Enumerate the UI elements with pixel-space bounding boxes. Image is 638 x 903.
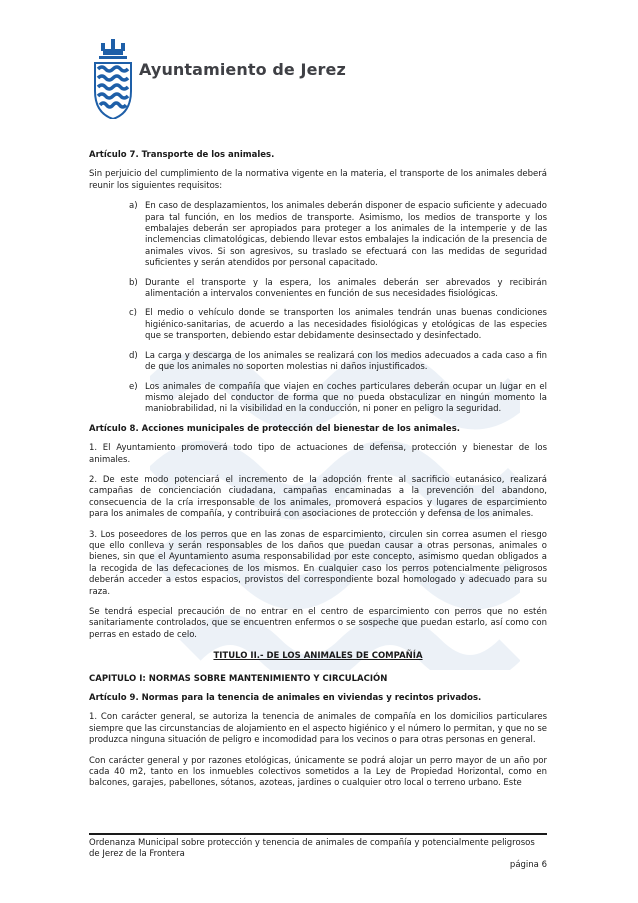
article-9-title: Artículo 9. Normas para la tenencia de animales en viviendas y recintos privados. <box>89 693 482 704</box>
brand-name: Ayuntamiento de Jerez <box>139 60 346 79</box>
article-7-title: Artículo 7. Transporte de los animales. <box>89 150 275 160</box>
list-item-text: Los animales de compañía que viajen en coches particulares deberán ocupar un lugar en el mismo alejado del conductor de forma que no pueda obstaculizar en ningún momento la maniobrabilidad, ni la visibilidad en la conducción, ni poner en peligro la seguridad. <box>145 381 547 415</box>
list-item <box>89 382 547 416</box>
list-item <box>89 201 547 269</box>
document-body <box>89 150 547 799</box>
article-8-paragraph-4: Se tendrá especial precaución de no entrar en el centro de esparcimiento con perros que no estén sanitariamente controlados, que se encuentren enfermos o se sospeche que puedan estarlo, así como con perras en estado de celo. <box>89 607 547 640</box>
list-item <box>89 278 547 301</box>
article-8-title: Artículo 8. Acciones municipales de protección del bienestar de los animales. <box>89 423 460 434</box>
article-8-paragraph-3: 3. Los poseedores de los perros que en las zonas de esparcimiento, circulen sin correa asumen el riesgo que ello conlleva y serán responsables de los daños que puedan causar a otras personas, animales o bienes, sin que el Ayuntamiento asuma responsabilidad por este concepto, asimismo quedan obligados a la recogida de las defecaciones de los mismos. En cualquier caso los perros potencialmente peligrosos deberán acceder a estos espacios, provistos del correspondiente bozal homologado y adecuado para su raza. <box>89 529 547 597</box>
list-item-text: En caso de desplazamientos, los animales deberán disponer de espacio suficiente y adecuado para tal función, en los medios de transporte. Asimismo, los medios de transporte y los embalajes deberán ser apropiados para proteger a los animales de la intemperie y de las inclemencias climatológicas, debiendo llevar estos embalajes la indicación de la presencia de animales vivos. Si son agresivos, su traslado se efectuará con las medidas de seguridad suficientes y serán atendidos por personal capacitado. <box>145 201 547 269</box>
page-number: página 6 <box>509 860 547 870</box>
article-7-requirements-list <box>89 201 547 416</box>
article-8-paragraph-1: 1. El Ayuntamiento promoverá todo tipo de actuaciones de defensa, protección y bienestar de los animales. <box>89 443 547 465</box>
footer-line-2: de Jerez de la Frontera <box>89 849 185 860</box>
list-marker: d) <box>129 350 138 361</box>
list-marker: a) <box>129 201 138 212</box>
list-item-text: La carga y descarga de los animales se realizará con los medios adecuados a cada caso a fin de que los animales no soporten molestias ni daños injustificados. <box>145 350 547 373</box>
chapter-heading: CAPITULO I: NORMAS SOBRE MANTENIMIENTO Y CIRCULACIÓN <box>89 673 388 684</box>
footer-line-1: Ordenanza Municipal sobre protección y tenencia de animales de compañía y potencialmente peligrosos <box>89 838 535 848</box>
list-item-text: Durante el transporte y la espera, los animales deberán ser abrevados y recibirán alimentación a intervalos convenientes en función de sus necesidades fisiológicas. <box>145 277 547 300</box>
list-item <box>89 308 547 342</box>
title-heading: TITULO II.- DE LOS ANIMALES DE COMPAÑÍA <box>213 651 423 662</box>
article-8-paragraph-2: 2. De este modo potenciará el incremento de la adopción frente al sacrificio eutanásico, realizará campañas de concienciación ciudadana, campañas encaminadas a la prevención del abandono, consecuencia de la cría irresponsable de los animales, promoverá espacios y lugares de esparcimiento para los animales de compañía, y contribuirá con asociaciones de protección y defensa de los animales. <box>89 474 547 520</box>
article-7-intro: Sin perjuicio del cumplimiento de la normativa vigente en la materia, el transporte de los animales deberá reunir los siguientes requisitos: <box>89 169 547 191</box>
list-marker: b) <box>129 277 138 288</box>
jerez-coat-of-arms-logo <box>91 39 135 119</box>
article-9-paragraph-2: Con carácter general y por razones etológicas, únicamente se podrá alojar un perro mayor de un año por cada 40 m2, tanto en los inmuebles colectivos sometidos a la Ley de Propiedad Horizontal, como en balcones, garajes, pabellones, sótanos, azoteas, jardines o cualquier otro local o terreno urbano. Este <box>89 755 547 789</box>
article-9-paragraph-1: 1. Con carácter general, se autoriza la tenencia de animales de compañía en los domicilios particulares siempre que las circunstancias de alojamiento en el aspecto higiénico y el número lo permitan, y que no se produzca ninguna situación de peligro e incomodidad para los vecinos o para otras personas en general. <box>89 712 547 746</box>
list-item-text: El medio o vehículo donde se transporten los animales tendrán unas buenas condiciones higiénico-sanitarias, de acuerdo a las necesidades fisiológicas y etológicas de las especies que se transporten, debiendo estar debidamente desinsectado y desinfectado. <box>145 308 547 342</box>
list-marker: c) <box>129 308 137 319</box>
list-item <box>89 351 547 374</box>
list-marker: e) <box>129 381 138 392</box>
footer <box>89 838 547 861</box>
footer-divider <box>89 833 547 835</box>
